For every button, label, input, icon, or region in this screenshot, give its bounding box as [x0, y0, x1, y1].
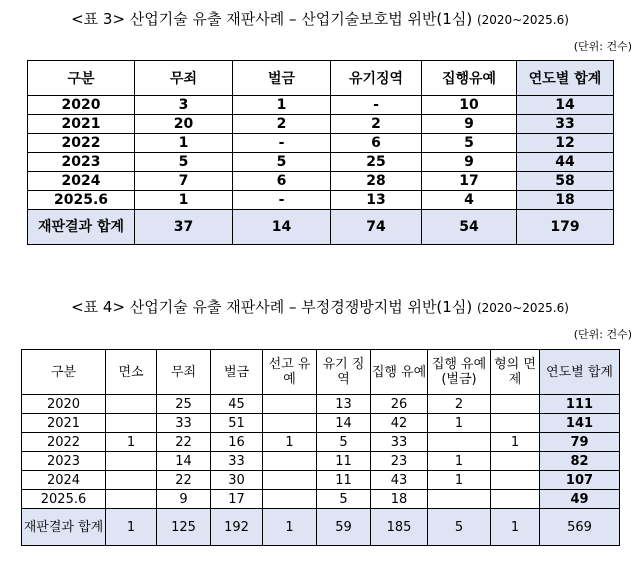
table-cell: 33 — [157, 414, 211, 433]
table-row — [22, 452, 620, 471]
table-cell — [491, 414, 540, 433]
total-cell: 1 — [106, 509, 157, 546]
table3-header-cell: 유기징역 — [331, 61, 422, 96]
table-cell: 2023 — [22, 452, 106, 471]
table-cell — [263, 414, 317, 433]
table-cell: 107 — [540, 471, 620, 490]
table4-header-cell: 집행 유예 — [371, 350, 428, 395]
table-cell: 14 — [517, 96, 614, 115]
table-row — [22, 490, 620, 509]
total-cell: 1 — [491, 509, 540, 546]
table-cell: 1 — [106, 433, 157, 452]
table-cell: 141 — [540, 414, 620, 433]
table-row — [22, 414, 620, 433]
table4-header-cell: 형의 면제 — [491, 350, 540, 395]
total-cell: 59 — [317, 509, 371, 546]
table-cell: 49 — [540, 490, 620, 509]
table-cell: 33 — [371, 433, 428, 452]
table3-total-row — [28, 210, 614, 245]
total-cell: 5 — [428, 509, 491, 546]
table-cell: 26 — [371, 395, 428, 414]
table-cell — [428, 490, 491, 509]
table-cell: 1 — [233, 96, 331, 115]
total-cell: 14 — [233, 210, 331, 245]
table-row — [28, 134, 614, 153]
table3-header-cell: 무죄 — [135, 61, 233, 96]
table-cell: 44 — [517, 153, 614, 172]
table-cell: 9 — [157, 490, 211, 509]
table-cell: 2025.6 — [28, 191, 135, 210]
table4-header-cell: 집행 유예 (벌금) — [428, 350, 491, 395]
table3-header-cell: 집행유예 — [422, 61, 517, 96]
table4-header-cell: 연도별 합계 — [540, 350, 620, 395]
table-cell — [263, 452, 317, 471]
table-cell: 2023 — [28, 153, 135, 172]
table3-header-cell: 벌금 — [233, 61, 331, 96]
table4-title — [0, 296, 640, 317]
table-row — [28, 191, 614, 210]
table-cell: 5 — [317, 433, 371, 452]
table-cell: 10 — [422, 96, 517, 115]
table-row — [28, 96, 614, 115]
table-cell — [491, 471, 540, 490]
table4-header-cell: 무죄 — [157, 350, 211, 395]
table-cell: 13 — [317, 395, 371, 414]
table3-period: (2020~2025.6) — [476, 13, 569, 27]
table4-total-row — [22, 509, 620, 546]
table-cell: 33 — [211, 452, 263, 471]
table-cell: 2020 — [28, 96, 135, 115]
table-cell: 2025.6 — [22, 490, 106, 509]
table-cell: 2022 — [22, 433, 106, 452]
table-cell: 14 — [317, 414, 371, 433]
table-cell: 11 — [317, 471, 371, 490]
total-cell: 192 — [211, 509, 263, 546]
table4-header-cell: 유기 징역 — [317, 350, 371, 395]
table-cell: 9 — [422, 153, 517, 172]
table-cell — [263, 395, 317, 414]
total-cell: 179 — [517, 210, 614, 245]
table-cell — [106, 452, 157, 471]
total-cell: 185 — [371, 509, 428, 546]
table4-header-cell: 구분 — [22, 350, 106, 395]
table-cell: 17 — [211, 490, 263, 509]
table-cell: 82 — [540, 452, 620, 471]
total-cell: 74 — [331, 210, 422, 245]
table-cell — [106, 471, 157, 490]
table-cell: 13 — [331, 191, 422, 210]
table-cell: 43 — [371, 471, 428, 490]
table4-header-row — [22, 350, 620, 395]
table-cell: 17 — [422, 172, 517, 191]
table-cell: 7 — [135, 172, 233, 191]
table4 — [21, 349, 620, 546]
table-cell: 2021 — [28, 115, 135, 134]
table-cell: 33 — [517, 115, 614, 134]
table-cell: 5 — [422, 134, 517, 153]
table-cell: 20 — [135, 115, 233, 134]
table-cell: 2 — [428, 395, 491, 414]
table3-title-text: <표 3> 산업기술 유출 재판사례 – 산업기술보호법 위반(1심) — [71, 10, 473, 28]
table3-header-cell: 연도별 합계 — [517, 61, 614, 96]
table4-header-cell: 벌금 — [211, 350, 263, 395]
table-row — [22, 433, 620, 452]
table-cell: 28 — [331, 172, 422, 191]
table4-header-cell: 선고 유예 — [263, 350, 317, 395]
table-cell: 1 — [135, 134, 233, 153]
table-cell — [263, 471, 317, 490]
table-cell: 4 — [422, 191, 517, 210]
table3-title — [0, 8, 640, 29]
table-cell: 1 — [263, 433, 317, 452]
table-row — [22, 395, 620, 414]
total-label: 재판결과 합계 — [28, 210, 135, 245]
table-cell: 111 — [540, 395, 620, 414]
table-cell — [106, 414, 157, 433]
table-cell: 12 — [517, 134, 614, 153]
table-cell — [491, 490, 540, 509]
table-cell: 30 — [211, 471, 263, 490]
table-cell — [491, 452, 540, 471]
table-cell: 18 — [517, 191, 614, 210]
table-cell: 14 — [157, 452, 211, 471]
table3-header-row — [28, 61, 614, 96]
table-cell: 1 — [428, 471, 491, 490]
table-cell: 2024 — [28, 172, 135, 191]
total-label: 재판결과 합계 — [22, 509, 106, 546]
table-cell: 22 — [157, 433, 211, 452]
table-cell: 45 — [211, 395, 263, 414]
table-cell: 2021 — [22, 414, 106, 433]
table-cell — [106, 395, 157, 414]
table-cell: 5 — [233, 153, 331, 172]
table-cell — [428, 433, 491, 452]
table-cell: 16 — [211, 433, 263, 452]
table-cell: 25 — [331, 153, 422, 172]
total-cell: 125 — [157, 509, 211, 546]
table-cell: 18 — [371, 490, 428, 509]
table-cell: 2024 — [22, 471, 106, 490]
table4-period: (2020~2025.6) — [476, 301, 569, 315]
table4-header-cell: 면소 — [106, 350, 157, 395]
table-cell: - — [331, 96, 422, 115]
table-cell: 5 — [317, 490, 371, 509]
table-cell: 3 — [135, 96, 233, 115]
table4-unit: (단위: 건수) — [573, 328, 632, 341]
table-cell: 5 — [135, 153, 233, 172]
table4-title-text: <표 4> 산업기술 유출 재판사례 – 부정경쟁방지법 위반(1심) — [71, 298, 473, 316]
table-cell: 25 — [157, 395, 211, 414]
table-row — [22, 471, 620, 490]
table-cell: 58 — [517, 172, 614, 191]
table3-unit: (단위: 건수) — [573, 40, 632, 53]
table-cell — [106, 490, 157, 509]
table-cell: 6 — [233, 172, 331, 191]
table-cell — [491, 395, 540, 414]
table-cell — [263, 490, 317, 509]
table-cell: 51 — [211, 414, 263, 433]
total-cell: 37 — [135, 210, 233, 245]
table-row — [28, 172, 614, 191]
table-cell: 22 — [157, 471, 211, 490]
table-cell: 2020 — [22, 395, 106, 414]
table-cell: 2 — [233, 115, 331, 134]
table-cell: - — [233, 134, 331, 153]
table-cell: 1 — [428, 414, 491, 433]
table3 — [27, 60, 614, 245]
table-cell: 11 — [317, 452, 371, 471]
table-cell: - — [233, 191, 331, 210]
total-cell: 569 — [540, 509, 620, 546]
table-row — [28, 115, 614, 134]
table-cell: 1 — [428, 452, 491, 471]
table-cell: 9 — [422, 115, 517, 134]
total-cell: 1 — [263, 509, 317, 546]
table-cell: 6 — [331, 134, 422, 153]
table-cell: 23 — [371, 452, 428, 471]
table-row — [28, 153, 614, 172]
table3-header-cell: 구분 — [28, 61, 135, 96]
total-cell: 54 — [422, 210, 517, 245]
table-cell: 1 — [135, 191, 233, 210]
table-cell: 1 — [491, 433, 540, 452]
table-cell: 42 — [371, 414, 428, 433]
table-cell: 79 — [540, 433, 620, 452]
table-cell: 2 — [331, 115, 422, 134]
table-cell: 2022 — [28, 134, 135, 153]
